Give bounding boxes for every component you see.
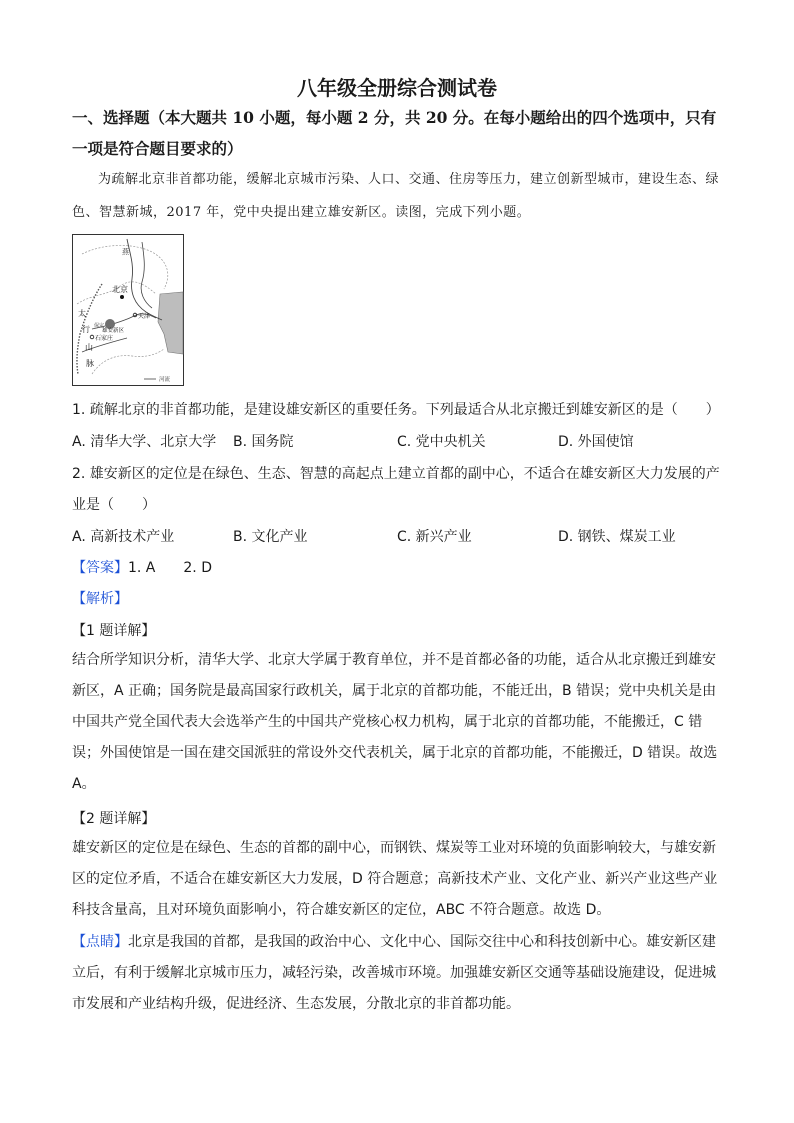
page-title: 八年级全册综合测试卷 — [297, 76, 497, 100]
question-2-stem-line2: 业是（ ） — [72, 497, 156, 513]
map-label-beijing: 北京 — [112, 285, 128, 294]
detail-2-label: 【2 题详解】 — [72, 811, 156, 827]
map-label-mai: 脉 — [86, 359, 94, 368]
question-1-option-a: A. 清华大学、北京大学 — [72, 434, 217, 450]
tip-text: 北京是我国的首都，是我国的政治中心、文化中心、国际交往中心和科技创新中心。雄安新区建立后，有利于缓解北京城市压力，减轻污染，改善城市环境。加强雄安新区交通等基础设施建设，促进城市发展和产业结构升级，促进经济、生态发展，分散北京的非首都功能。 — [72, 934, 716, 1012]
map-label-tai: 太 — [78, 309, 86, 318]
intro-paragraph: 为疏解北京非首都功能，缓解北京城市污染、人口、交通、住房等压力，建立创新型城市，建设生态、绿色、智慧新城，2017 年，党中央提出建立雄安新区。读图，完成下列小题。 — [72, 172, 720, 220]
legend-river-label: 河流 — [159, 377, 171, 383]
question-2-option-d: D. 钢铁、煤炭工业 — [558, 529, 676, 545]
section-heading-line1: 一、选择题（本大题共 10 小题，每小题 2 分，共 20 分。在每小题给出的四个选项中，只有 — [72, 108, 717, 127]
detail-1-label: 【1 题详解】 — [72, 623, 156, 639]
question-1-option-d: D. 外国使馆 — [558, 434, 634, 450]
xiongan-map-figure — [72, 234, 184, 386]
map-label-shan: 山 — [85, 343, 93, 352]
question-2-option-a: A. 高新技术产业 — [72, 529, 175, 545]
section-heading-line2: 一项是符合题目要求的） — [72, 139, 243, 158]
question-1-option-b: B. 国务院 — [233, 434, 294, 450]
question-1-stem: 1. 疏解北京的非首都功能，是建设雄安新区的重要任务。下列最适合从北京搬迁到雄安新区的是（ ） — [72, 402, 720, 418]
question-2-option-c: C. 新兴产业 — [397, 529, 472, 545]
map-label-yan: 燕 — [122, 248, 129, 256]
map-label-xiongan: 雄安新区 — [102, 328, 125, 334]
answer-label: 【答案】 — [72, 560, 128, 576]
map-label-xing: 行 — [82, 325, 90, 334]
beijing-marker — [120, 295, 124, 299]
detail-1-text: 结合所学知识分析，清华大学、北京大学属于教育单位，并不是首都必备的功能，适合从北京搬迁到雄安新区，A 正确；国务院是最高国家行政机关，属于北京的首都功能，不能迁出，B 错误；党中央机关是由中国共产党全国代表大会选举产生的中国共产党核心权力机构，属于北京的首都功能，不能搬迁，C 错误；外国使馆是一国在建交国派驻的常设外交代表机关，属于北京的首都功能，不能搬迁，D 错误。故选 A。 — [72, 652, 718, 792]
question-2-option-b: B. 文化产业 — [233, 529, 308, 545]
question-2-stem-line1: 2. 雄安新区的定位是在绿色、生态、智慧的高起点上建立首都的副中心，不适合在雄安新区大力发展的产 — [72, 466, 720, 482]
answer-text: 1. A 2. D — [128, 560, 212, 576]
map-label-shijiazhuang: 石家庄 — [95, 335, 114, 342]
tip-label: 【点睛】 — [72, 934, 128, 950]
detail-2-text: 雄安新区的定位是在绿色、生态的首都的副中心，而钢铁、煤炭等工业对环境的负面影响较大，与雄安新区的定位矛盾，不适合在雄安新区大力发展，D 符合题意；高新技术产业、文化产业、新兴产业这些产业科技含量高，且对环境负面影响小，符合雄安新区的定位，ABC 不符合题意。故选 D。 — [72, 840, 718, 918]
analysis-label: 【解析】 — [72, 591, 128, 607]
map-label-baoding: 保定 — [94, 323, 105, 329]
map-label-tianjin: 天津 — [138, 313, 151, 320]
question-1-option-c: C. 党中央机关 — [397, 434, 486, 450]
tip-paragraph — [72, 927, 727, 1020]
answer-row — [72, 557, 212, 577]
